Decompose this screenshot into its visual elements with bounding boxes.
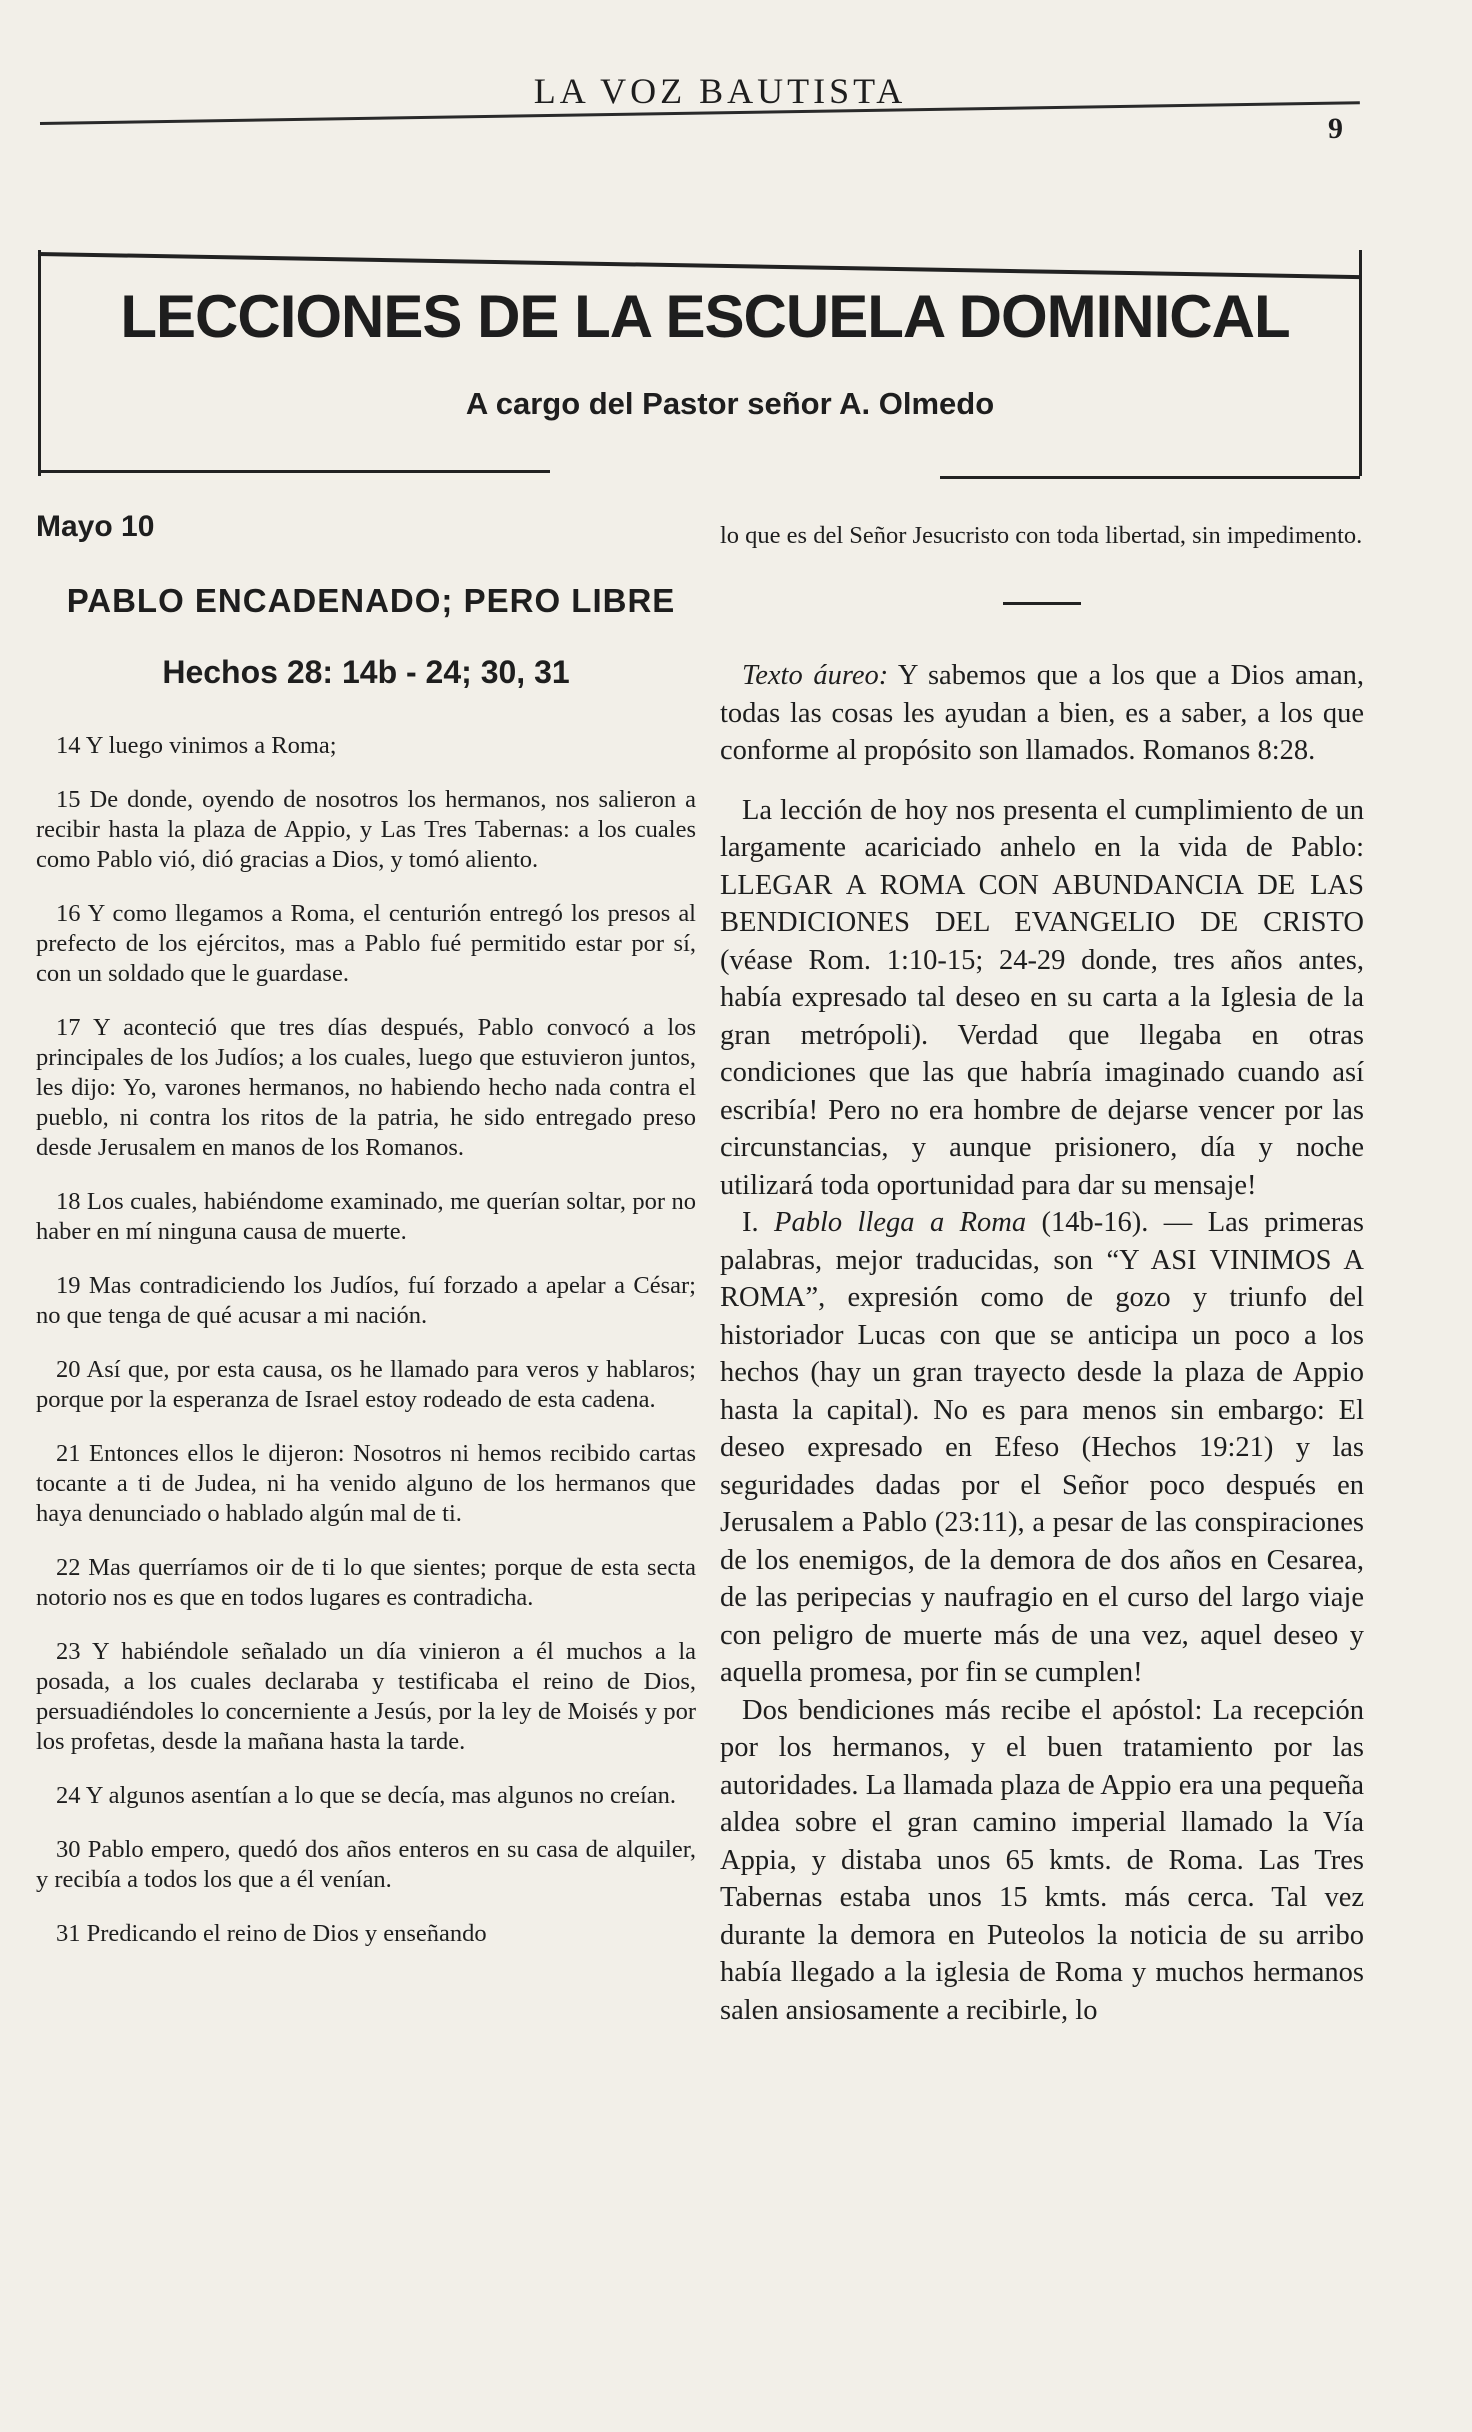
section-one-paragraph [720,1204,1364,1692]
section-subtitle: A cargo del Pastor señor A. Olmedo [465,386,995,421]
verse-21: 21 Entonces ellos le dijeron: Nosotros ni hemos recibido cartas tocante a ti de Judea, ni ha venido alguno de los hermanos que haya denunciado o hablado algún mal de ti. [36,1440,696,1527]
lesson-title: PABLO ENCADENADO; PERO LIBRE [66,582,676,619]
verse-31: 31 Predicando el reino de Dios y enseñando [56,1920,487,1947]
golden-text-body: Y sabemos que a los que a Dios aman, todas las cosas les ayudan a bien, es a saber, a los que conforme al propósito son llamados. Romanos 8:28. [720,660,1364,766]
golden-text-label: Texto áureo: [742,660,889,691]
intro-paragraph: La lección de hoy nos presenta el cumplimiento de un largamente acariciado anhelo en la vida de Pablo: LLEGAR A ROMA CON ABUNDANCIA DE LAS BENDICIONES DEL EVANGELIO DE CRISTO (véase Rom. 1:10-15; 24-29 donde, tres años antes, había expresado tal deseo en su carta a la Iglesia de la gran metrópoli). Verdad que llegaba en otras condiciones que las que habría imaginado cuando así escribía! Pero no era hombre de dejarse vencer por las circunstancias, y aunque prisionero, día y noche utilizará toda oportunidad para dar su mensaje! [720,794,1364,1201]
verse-20: 20 Así que, por esta causa, os he llamado para veros y hablaros; porque por la esperanza de Israel estoy rodeado de esta cadena. [36,1356,696,1413]
scripture-reference: Hechos 28: 14b - 24; 30, 31 [162,654,570,690]
section-heading: Pablo llega a Roma [774,1207,1027,1238]
verse-30: 30 Pablo empero, quedó dos años enteros en su casa de alquiler, y recibía a todos los que a él venían. [36,1836,696,1893]
section-body: (14b-16). — Las primeras palabras, mejor traducidas, son “Y ASI VINIMOS A ROMA”, expresión como de gozo y triunfo del historiador Lucas con que se anticipa un poco a los hechos (hay un gran trayecto desde la plaza de Appio hasta la capital). No es para menos sin embargo: El deseo expresado en Efeso (Hechos 19:21) y las seguridades dadas por el Señor poco después en Jerusalem a Pablo (23:11), a pesar de las conspiraciones de los enemigos, de la demora de dos años en Cesarea, de las peripecias y naufragio en el curso del largo viaje con peligro de muerte más de una vez, aquel deseo y aquella promesa, por fin se cumplen! [720,1207,1364,1688]
verse-31-continuation: lo que es del Señor Jesucristo con toda libertad, sin impedimento. [720,522,1363,549]
golden-text [720,657,1364,770]
final-paragraph: Dos bendiciones más recibe el apóstol: La recepción por los hermanos, y el buen tratamiento por las autoridades. La llamada plaza de Appio era una pequeña aldea sobre el gran camino imperial llamado la Vía Appia, y distaba unos 65 kmts. de Roma. Las Tres Tabernas estaba unos 15 kmts. más cerca. Tal vez durante la demora en Puteolos la noticia de su arribo había llegado a la iglesia de Roma y muchos hermanos salen ansiosamente a recibirle, lo [720,1694,1364,2026]
verse-16: 16 Y como llegamos a Roma, el centurión entregó los presos al prefecto de los ejércitos, mas a Pablo fué permitido estar por sí, con un soldado que le guardase. [36,900,696,987]
running-title: LA VOZ BAUTISTA [533,71,907,111]
verse-17: 17 Y aconteció que tres días después, Pablo convocó a los principales de los Judíos; a los cuales, luego que estuvieron juntos, les dijo: Yo, varones hermanos, no habiendo hecho nada contra el pueblo, ni contra los ritos de la patria, he sido entregado preso desde Jerusalem en manos de los Romanos. [36,1014,696,1161]
separator-rule [1003,602,1081,605]
verse-15: 15 De donde, oyendo de nosotros los hermanos, nos salieron a recibir hasta la plaza de Appio, y Las Tres Tabernas: a los cuales como Pablo vió, dió gracias a Dios, y tomó aliento. [36,786,696,873]
section-title: LECCIONES DE LA ESCUELA DOMINICAL [120,283,1290,350]
title-box-bottom-rule-left [40,470,550,473]
verse-18: 18 Los cuales, habiéndome examinado, me querían soltar, por no haber en mí ninguna causa de muerte. [36,1188,696,1245]
verse-24: 24 Y algunos asentían a lo que se decía, mas algunos no creían. [56,1782,677,1809]
left-column [36,500,696,1973]
verse-22: 22 Mas querríamos oir de ti lo que sientes; porque de esta secta notorio nos es que en todos lugares es contradicha. [36,1554,696,1611]
right-column [720,522,1364,2029]
verse-23: 23 Y habiéndole señalado un día vinieron a él muchos a la posada, a los cuales declaraba y testificaba el reino de Dios, persuadiéndoles lo concerniente a Jesús, por la ley de Moisés y por los profetas, desde la mañana hasta la tarde. [36,1638,696,1755]
section-number: I. [742,1207,759,1238]
verse-14: 14 Y luego vinimos a Roma; [56,732,337,759]
page-number: 9 [1328,112,1343,145]
title-box-bottom-rule-right [940,476,1360,479]
verse-19: 19 Mas contradiciendo los Judíos, fuí forzado a apelar a César; no que tenga de qué acusar a mi nación. [36,1272,696,1329]
lesson-date: Mayo 10 [36,510,155,543]
